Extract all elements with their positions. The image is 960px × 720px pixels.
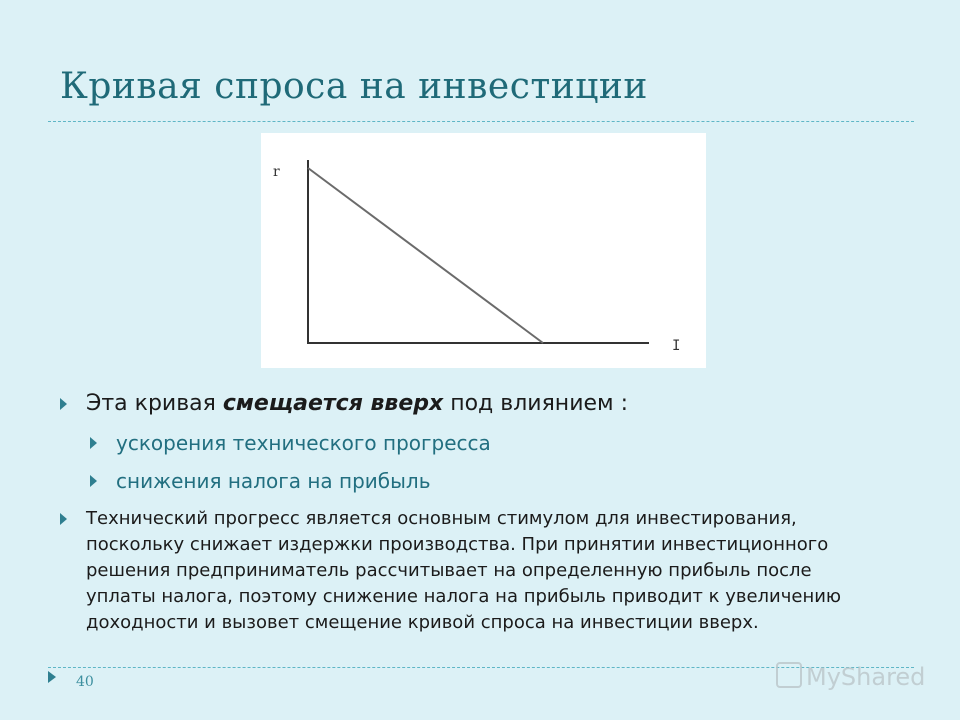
footer-arrow-icon [48,671,56,683]
demand-curve-figure [261,133,706,368]
bullet-main-text [86,391,628,416]
bullet-arrow-icon [60,513,67,525]
slide-title: Кривая спроса на инвестиции [60,66,648,107]
bullet-arrow-icon [90,437,97,449]
bullet-main-suffix: под влиянием : [443,391,629,416]
paragraph-text: Технический прогресс является основным стимулом для инвестирования, поскольку снижает издержки производства. При принятии инвестиционного решения предприниматель рассчитывает на определенную прибыль после уплаты налога, поэтому снижение налога на прибыль приводит к увеличению доходности и вызовет смещение кривой спроса на инвестиции вверх. [86,508,842,633]
demand-curve-line [308,168,543,343]
sub-bullet-text: ускорения технического прогресса [116,431,491,455]
bullet-main-prefix: Эта кривая [86,391,223,416]
demand-curve-chart [261,133,706,368]
bullet-main-emphasis: смещается вверх [222,391,444,416]
watermark [776,660,925,694]
bullet-arrow-icon [90,475,97,487]
bullet-paragraph [58,506,918,636]
watermark-logo-icon [776,662,802,688]
sub-bullet-1 [58,424,918,462]
sub-bullet-2 [58,462,918,500]
y-axis-label: r [273,164,280,180]
title-divider [48,121,914,122]
sub-bullet-text: снижения налога на прибыль [116,469,431,493]
page-number: 40 [76,674,94,690]
bullet-arrow-icon [60,398,67,410]
x-axis-label: I [672,338,681,354]
bullet-main [58,384,918,424]
watermark-text: MyShared [806,663,926,691]
bullet-list [58,384,918,636]
